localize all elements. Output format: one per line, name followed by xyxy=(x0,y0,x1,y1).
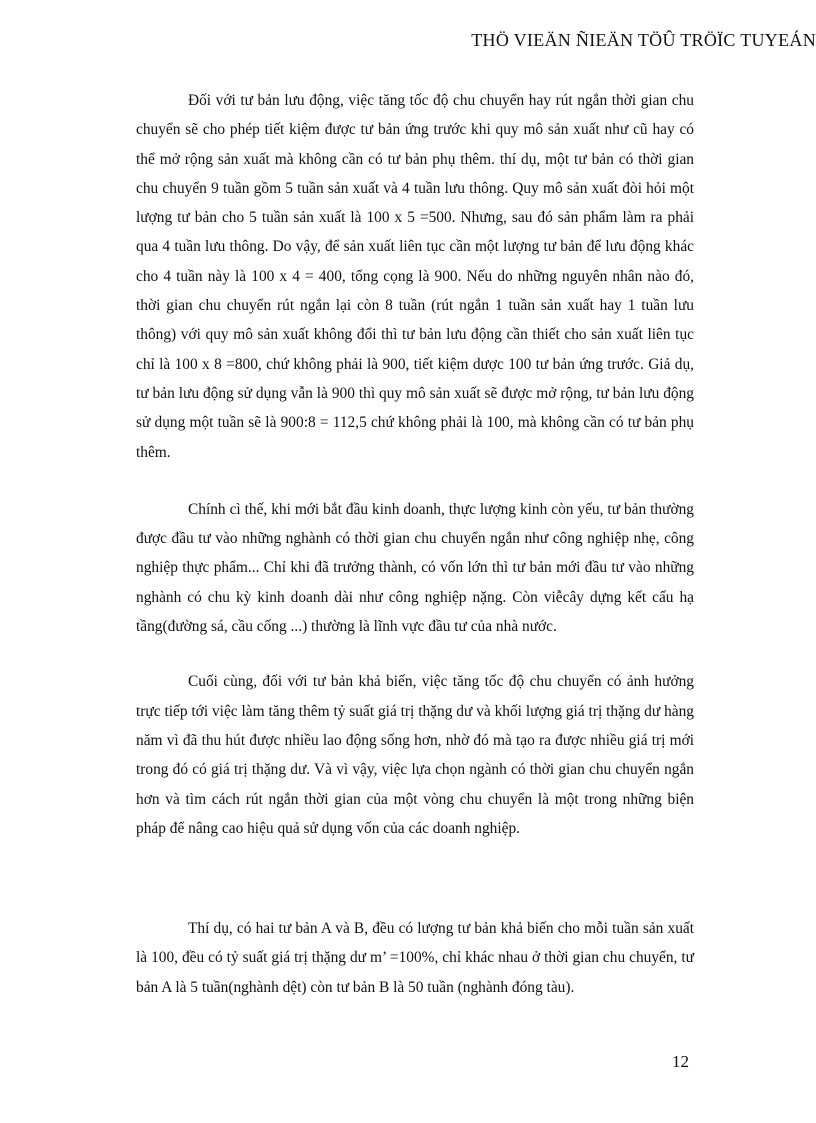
paragraph-3: Cuối cùng, đối với tư bản khả biến, việc tăng tốc độ chu chuyển có ảnh hưởng trực tiếp tới việc làm tăng thêm tỷ suất giá trị thặng dư và khối lượng giá trị thặng dư hàng năm vì đã thu hút được nhiều lao động sống hơn, nhờ đó mà tạo ra được nhiều giá trị mới trong đó có giá trị thặng dư. Và vì vậy, việc lựa chọn ngành có thời gian chu chuyển ngắn hơn và tìm cách rút ngắn thời gian của một vòng chu chuyển là một trong những biện pháp để nâng cao hiệu quả sử dụng vốn của các doanh nghiệp. xyxy=(136,673,694,837)
paragraph-2: Chính cì thế, khi mới bắt đầu kinh doanh, thực lượng kinh còn yếu, tư bản thường được đầu tư vào những nghành có thời gian chu chuyển ngắn như công nghiệp nhẹ, công nghiệp thực phẩm... Chỉ khi đã trưởng thành, có vốn lớn thì tư bản mới đầu tư vào những nghành có chu kỳ kinh doanh dài như công nghiệp nặng. Còn viễcây dựng kết cấu hạ tầng(đường sá, cầu cống ...) thường là lĩnh vực đầu tư của nhà nước. xyxy=(136,500,694,636)
paragraph-4: Thí dụ, có hai tư bản A và B, đều có lượng tư bản khả biến cho mỗi tuần sản xuất là 100, đều có tỷ suất giá trị thặng dư m’ =100%, chỉ khác nhau ở thời gian chu chuyển, tư bản A là 5 tuần(nghành dệt) còn tư bản B là 50 tuần (nghành đóng tàu). xyxy=(136,920,694,996)
site-header-title: THÖ VIEÄN ÑIEÄN TÖÛ TRÖÏC TUYEÁN xyxy=(471,30,816,50)
page-number: 12 xyxy=(672,1052,689,1071)
paragraph-1: Đối với tư bản lưu động, việc tăng tốc độ chu chuyển hay rút ngắn thời gian chu chuyển sẽ cho phép tiết kiệm được tư bản ứng trước khi quy mô sản xuất như cũ hay có thể mở rộng sản xuất mà không cần có tư bản phụ thêm. thí dụ, một tư bản có thời gian chu chuyển 9 tuần gồm 5 tuần sản xuất và 4 tuần lưu thông. Quy mô sản xuất đòi hỏi một lượng tư bản cho 5 tuần sản xuất là 100 x 5 =500. Nhưng, sau đó sản phẩm làm ra phải qua 4 tuần lưu thông. Do vậy, để sản xuất liên tục cần một lượng tư bản để lưu động khác cho 4 tuần này là 100 x 4 = 400, tổng cọng là 900. Nếu do những nguyên nhân nào đó, thời gian chu chuyển rút ngắn lại còn 8 tuần (rút ngắn 1 tuần sản xuất hay 1 tuần lưu thông) với quy mô sản xuất không đổi thì tư bản lưu động cần thiết cho sản xuất liên tục chỉ là 100 x 8 =800, chứ không phải là 900, tiết kiệm dược 100 tư bản ứng trước. Giả dụ, tư bản lưu động sử dụng vẫn là 900 thì quy mô sản xuất sẽ được mở rộng, tư bản lưu động sử dụng một tuần sẽ là 900:8 = 112,5 chứ không phải là 100, mà không cần có tư bản phụ thêm. xyxy=(136,92,694,461)
document-body xyxy=(136,86,694,1002)
